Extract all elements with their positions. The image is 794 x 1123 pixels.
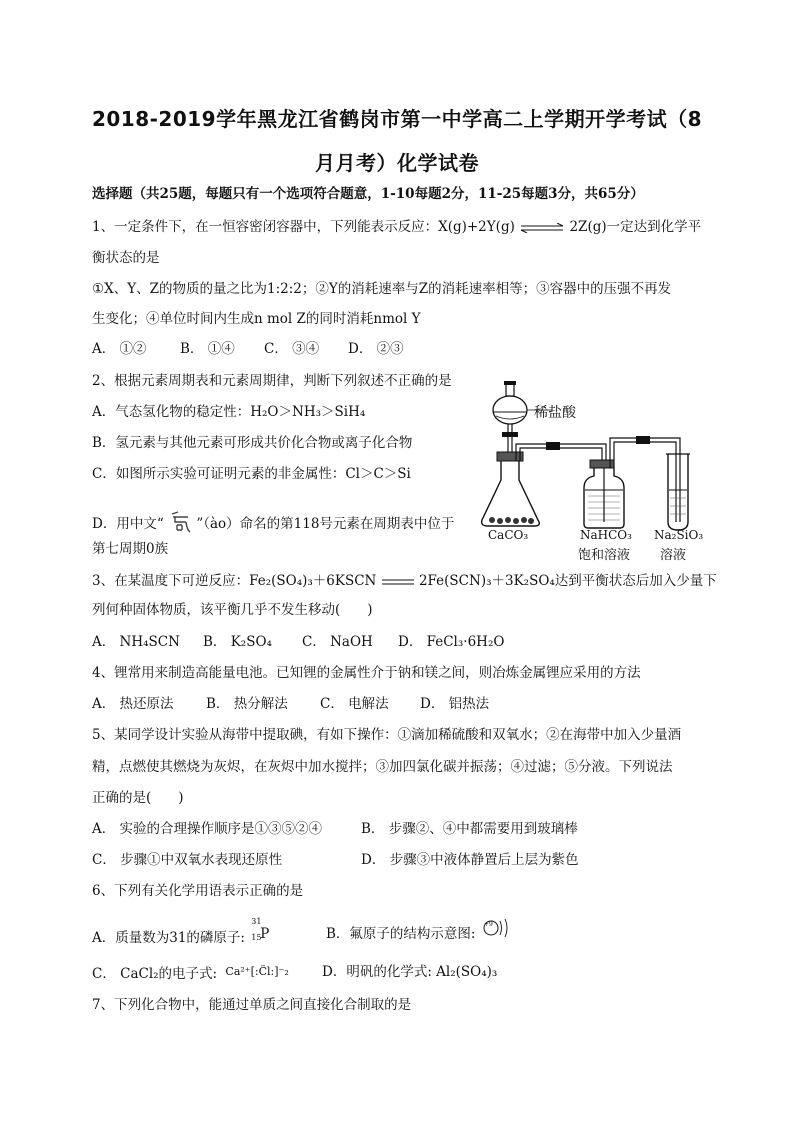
label-nahco3: NaHCO₃	[580, 528, 632, 542]
q3-option-b: B． K₂SO₄	[203, 634, 272, 650]
tube-connector-1	[546, 442, 560, 450]
exam-title-line1: 2018-2019学年黑龙江省鹤岗市第一中学高二上学期开学考试（8	[91, 107, 703, 131]
q1-stem-part1: 1、一定条件下，在一恒容密闭容器中，下列能表示反应：X(g)+2Y(g)	[92, 219, 515, 235]
nuclide-atomic-number: 15	[251, 933, 262, 942]
q6-stem: 6、下列有关化学用语表示正确的是	[92, 883, 304, 899]
q4-option-c: C． 电解法	[320, 696, 389, 712]
exam-title-line2: 月月考）化学试卷	[315, 151, 479, 175]
nuclide-mass-number: 31	[251, 917, 262, 926]
label-caco3: CaCO₃	[488, 528, 529, 542]
q1-option-d: D． ②③	[348, 341, 404, 357]
q6-option-d: D．明矾的化学式: Al₂(SO₄)₃	[322, 964, 498, 980]
caco3-solid	[489, 517, 534, 524]
q1-option-c: C． ③④	[264, 341, 320, 357]
equilibrium-equals-icon	[381, 577, 415, 587]
q2-option-b: B．氢元素与其他元素可形成共价化合物或离子化合物	[92, 435, 413, 451]
q6-option-c-text: C． CaCl₂的电子式:	[92, 966, 218, 982]
q2-option-d-line2: 第七周期0族	[92, 541, 169, 557]
q3-stem-line1	[92, 573, 717, 589]
q4-option-a: A． 热还原法	[92, 696, 174, 712]
ao-element-character-icon	[168, 510, 192, 534]
q5-option-d: D． 步骤③中液体静置后上层为紫色	[361, 852, 579, 868]
q4-stem: 4、锂常用来制造高能量电池。已知锂的金属性介于钠和镁之间，则冶炼金属锂应采用的方法	[92, 665, 641, 681]
q2-option-d-part1: D．用中文“	[92, 516, 164, 532]
q2-stem: 2、根据元素周期表和元素周期律，判断下列叙述不正确的是	[92, 373, 452, 389]
q5-option-c: C． 步骤①中双氧水表现还原性	[92, 852, 283, 868]
q5-stem-line1: 5、某同学设计实验从海带中提取碘，有如下操作：①滴加稀硫酸和双氧水；②在海带中加入少量酒	[92, 727, 682, 743]
q2-option-c: C．如图所示实验可证明元素的非金属性：Cl＞C＞Si	[92, 466, 411, 482]
phosphorus-nuclide-notation	[249, 917, 271, 942]
label-saturated-solution: 饱和溶液	[578, 548, 631, 563]
q2-option-d-part2: ”（ào）命名的第118号元素在周期表中位于	[196, 516, 455, 532]
q2-option-a: A．气态氢化物的稳定性：H₂O＞NH₃＞SiH₄	[92, 404, 366, 420]
q1-stem-line2: 衡状态的是	[92, 250, 160, 266]
q2-option-d-line1	[92, 510, 454, 534]
section-heading: 选择题（共25题，每题只有一个选项符合题意，1-10每题2分，11-25每题3分，共65分）	[92, 186, 644, 202]
q6-option-c	[92, 964, 289, 982]
label-na2sio3: Na₂SiO₃	[654, 528, 704, 542]
q6-option-a-text: A．质量数为31的磷原子:	[92, 930, 245, 946]
equilibrium-arrow-icon	[519, 223, 565, 233]
q3-stem-part1: 3、在某温度下可逆反应：Fe₂(SO₄)₃＋6KSCN	[92, 573, 377, 589]
q5-option-b: B． 步骤②、④中都需要用到玻璃棒	[361, 821, 578, 837]
q1-option-b: B． ①④	[180, 341, 235, 357]
q6-option-a	[92, 917, 271, 946]
fluorine-atom-structure-icon	[481, 916, 511, 940]
nuclide-symbol: P	[260, 926, 270, 942]
test-tube	[668, 454, 688, 530]
q7-stem: 7、下列化合物中，能通过单质之间直接化合制取的是	[92, 997, 412, 1013]
cacl2-electron-formula: Ca²⁺[:C̈l:]⁻₂	[225, 965, 289, 978]
flask-stopper	[497, 452, 523, 461]
q1-option-a: A． ①②	[92, 341, 147, 357]
q4-option-d: D． 铝热法	[420, 696, 490, 712]
q6-option-b-text: B．氟原子的结构示意图:	[326, 926, 476, 942]
q3-stem-line2: 列何种固体物质，该平衡几乎不发生移动( )	[92, 602, 373, 618]
q3-option-a: A． NH₄SCN	[92, 634, 180, 650]
q1-stem-part2: 2Z(g)一定达到化学平	[569, 219, 702, 235]
q3-stem-part2: 2Fe(SCN)₃＋3K₂SO₄达到平衡状态后加入少量下	[418, 573, 717, 589]
tube-connector-2	[636, 436, 650, 444]
q5-stem-line2: 精，点燃使其燃烧为灰烬，在灰烬中加水搅拌；③加四氯化碳并振荡；④过滤；⑤分液。下列说法	[92, 759, 673, 775]
q1-conditions-line1: ①X、Y、Z的物质的量之比为1:2:2；②Y的消耗速率与Z的消耗速率相等；③容器中的压强不再发	[92, 281, 672, 297]
label-solution: 溶液	[660, 548, 687, 563]
q5-option-a: A． 实验的合理操作顺序是①③⑤②④	[92, 821, 323, 837]
q5-stem-line3: 正确的是( )	[92, 790, 184, 806]
q4-option-b: B． 热分解法	[206, 696, 288, 712]
fluorine-nucleus-charge: +9	[484, 921, 493, 928]
q6-option-b	[326, 926, 475, 942]
tube-solution-lines	[670, 498, 686, 514]
experiment-apparatus-diagram	[470, 372, 720, 552]
q1-conditions-line2: 生变化；④单位时间内生成n mol Z的同时消耗nmol Y	[92, 311, 421, 327]
q3-option-c: C． NaOH	[302, 634, 373, 650]
label-dilute-hcl: 稀盐酸	[534, 405, 576, 421]
conical-flask	[482, 461, 540, 526]
q3-option-d: D． FeCl₃·6H₂O	[398, 634, 505, 650]
q1-stem-line1	[92, 219, 701, 235]
